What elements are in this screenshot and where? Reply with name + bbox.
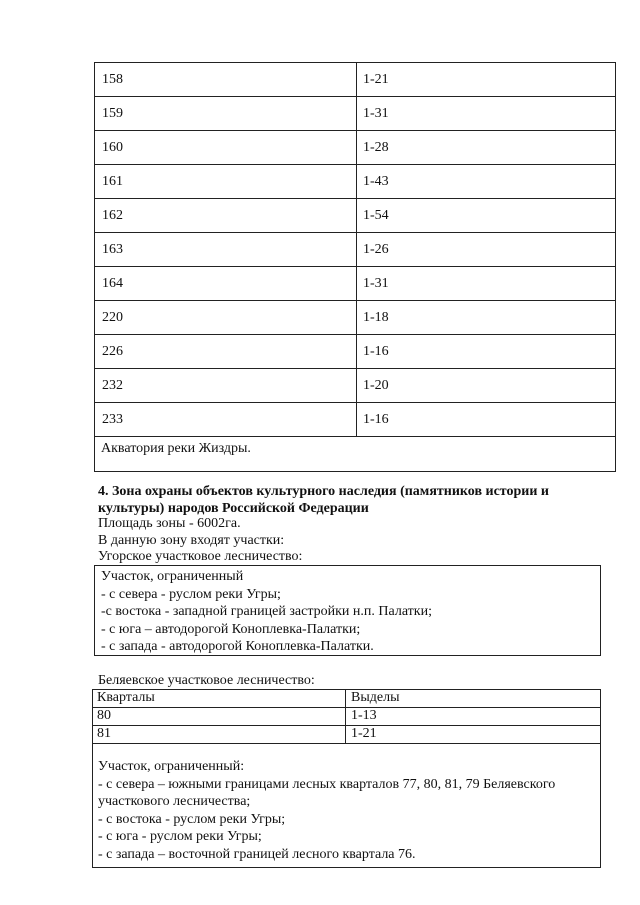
quarter-cell: 233 bbox=[95, 403, 357, 436]
quarter-cell: 162 bbox=[95, 199, 357, 232]
plots-cell: 1-26 bbox=[363, 242, 389, 257]
quarter-cell: 160 bbox=[95, 131, 357, 164]
quarter-cell: 159 bbox=[95, 97, 357, 130]
forestry-ugorskoe: Угорское участковое лесничество: bbox=[98, 549, 303, 564]
table-row bbox=[93, 726, 600, 744]
header-plots: Выделы bbox=[351, 690, 400, 705]
plots-cell: 1-20 bbox=[363, 378, 389, 393]
boundary-line: Участок, ограниченный: bbox=[98, 759, 245, 774]
table-row bbox=[95, 301, 615, 335]
zone-area: Площадь зоны - 6002га. bbox=[98, 516, 241, 531]
top-table bbox=[94, 62, 616, 472]
section-heading-line2: культуры) народов Российской Федерации bbox=[98, 501, 369, 516]
plots-cell: 1-13 bbox=[351, 708, 377, 723]
boundary-description bbox=[93, 744, 600, 867]
header-quarters: Кварталы bbox=[93, 690, 346, 707]
boundary-line: участкового лесничества; bbox=[98, 794, 251, 809]
boundary-line: - с севера - руслом реки Угры; bbox=[101, 586, 281, 602]
boundary-line: - с запада – восточной границей лесного квартала 76. bbox=[98, 846, 416, 862]
table-row bbox=[95, 403, 615, 437]
plots-cell: 1-31 bbox=[363, 106, 389, 121]
quarter-cell: 161 bbox=[95, 165, 357, 198]
quarter-cell: 220 bbox=[95, 301, 357, 334]
plots-cell: 1-54 bbox=[363, 208, 389, 223]
table-row bbox=[95, 369, 615, 403]
boundary-line: -с востока - западной границей застройки н.п. Палатки; bbox=[101, 604, 432, 619]
plots-cell: 1-21 bbox=[351, 726, 377, 741]
quarter-cell: 232 bbox=[95, 369, 357, 402]
table-row bbox=[95, 233, 615, 267]
boundary-line: - с юга – автодорогой Коноплевка-Палатки; bbox=[101, 621, 361, 637]
plots-cell: 1-16 bbox=[363, 412, 389, 427]
table-row bbox=[95, 97, 615, 131]
quarter-cell: 164 bbox=[95, 267, 357, 300]
plots-cell: 1-18 bbox=[363, 310, 389, 325]
quarter-cell: 163 bbox=[95, 233, 357, 266]
plots-cell: 1-21 bbox=[363, 72, 389, 87]
section-heading bbox=[98, 483, 608, 517]
belyaevskoe-table bbox=[92, 689, 601, 868]
plots-cell: 1-43 bbox=[363, 174, 389, 189]
plots-cell: 1-31 bbox=[363, 276, 389, 291]
table-footer-note: Акватория реки Жиздры. bbox=[101, 441, 251, 456]
quarter-cell: 158 bbox=[95, 63, 357, 96]
table-row bbox=[95, 199, 615, 233]
boundary-line: Участок, ограниченный bbox=[101, 569, 244, 584]
boundary-line: - с востока - руслом реки Угры; bbox=[98, 811, 286, 827]
table-row bbox=[95, 63, 615, 97]
table-row bbox=[95, 335, 615, 369]
boundary-box-ugorskoe bbox=[94, 565, 601, 656]
boundary-line: - с запада - автодорогой Коноплевка-Палатки. bbox=[101, 639, 374, 654]
table-header-row bbox=[93, 690, 600, 708]
table-row bbox=[95, 131, 615, 165]
quarter-cell: 80 bbox=[93, 708, 346, 725]
plots-cell: 1-28 bbox=[363, 140, 389, 155]
quarter-cell: 81 bbox=[93, 726, 346, 743]
table-row bbox=[93, 708, 600, 726]
section-heading-line1: 4. Зона охраны объектов культурного наследия (памятников истории и bbox=[98, 484, 549, 499]
table-row bbox=[95, 267, 615, 301]
boundary-line: - с севера – южными границами лесных кварталов 77, 80, 81, 79 Беляевского bbox=[98, 776, 556, 792]
quarter-cell: 226 bbox=[95, 335, 357, 368]
table-row bbox=[95, 165, 615, 199]
forestry-belyaevskoe: Беляевское участковое лесничество: bbox=[98, 673, 315, 688]
plots-cell: 1-16 bbox=[363, 344, 389, 359]
zone-intro: В данную зону входят участки: bbox=[98, 533, 285, 548]
boundary-line: - с юга - руслом реки Угры; bbox=[98, 829, 262, 844]
